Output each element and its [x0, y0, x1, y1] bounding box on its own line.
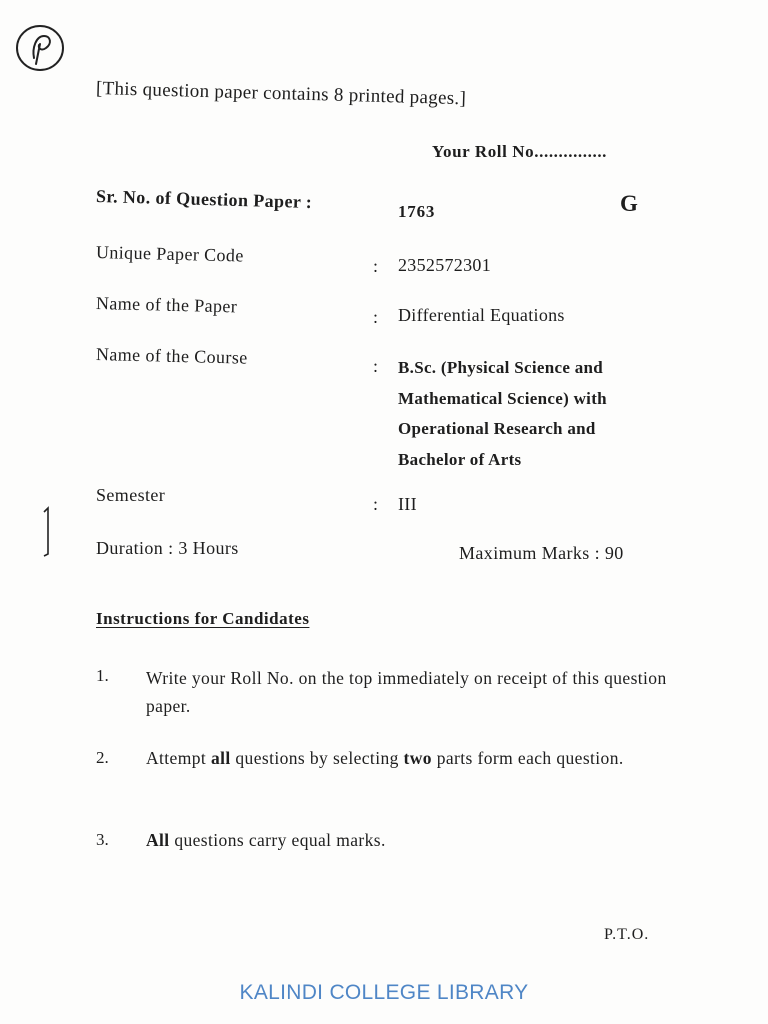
instructions-heading: Instructions for Candidates: [96, 609, 310, 628]
instruction-number: 1.: [96, 666, 109, 685]
set-code: G: [620, 191, 638, 216]
semester-value: III: [398, 494, 417, 514]
serial-number-value: 1763: [398, 202, 436, 221]
instruction-item: [146, 744, 678, 772]
unique-paper-code-value: 2352572301: [398, 255, 491, 275]
course-line: B.Sc. (Physical Science and: [398, 358, 604, 377]
duration: Duration : 3 Hours: [96, 538, 239, 558]
instruction-item: [146, 826, 678, 854]
colon: :: [373, 256, 379, 276]
instruction-emphasis: all: [210, 748, 231, 768]
course-line: Mathematical Science) with: [398, 388, 607, 408]
course-name-value: [398, 353, 683, 475]
course-name-label: Name of the Course: [95, 344, 248, 368]
library-watermark: KALINDI COLLEGE LIBRARY: [239, 981, 529, 1004]
instruction-text: questions by selecting: [230, 748, 404, 768]
instruction-number: 3.: [96, 830, 109, 849]
colon: :: [373, 494, 379, 514]
instruction-item: [146, 664, 678, 720]
semester-label: Semester: [96, 485, 166, 505]
instruction-emphasis: two: [403, 748, 432, 768]
roll-number-field: Your Roll No...............: [432, 142, 608, 161]
instruction-text: questions carry equal marks.: [169, 830, 386, 850]
colon: :: [373, 356, 379, 376]
instruction-text: Attempt: [146, 748, 211, 768]
instruction-text: parts form each question.: [431, 748, 624, 768]
course-line: Operational Research and: [398, 419, 596, 438]
page-count-note: [This question paper contains 8 printed pages.]: [95, 78, 467, 110]
please-turn-over: P.T.O.: [604, 926, 650, 943]
instruction-emphasis: All: [146, 830, 170, 850]
instruction-text: Write your Roll No. on the top immediately on receipt of this question paper.: [146, 668, 667, 716]
paper-name-label: Name of the Paper: [95, 293, 238, 317]
maximum-marks: Maximum Marks : 90: [459, 543, 624, 563]
instruction-number: 2.: [96, 748, 109, 767]
colon: :: [373, 307, 379, 327]
paper-name-value: Differential Equations: [398, 305, 565, 325]
unique-paper-code-label: Unique Paper Code: [95, 242, 244, 266]
course-line: Bachelor of Arts: [398, 449, 522, 469]
margin-bracket-mark: [40, 502, 54, 562]
handwritten-circle-mark: [14, 22, 66, 74]
serial-number-label: Sr. No. of Question Paper :: [95, 186, 313, 213]
